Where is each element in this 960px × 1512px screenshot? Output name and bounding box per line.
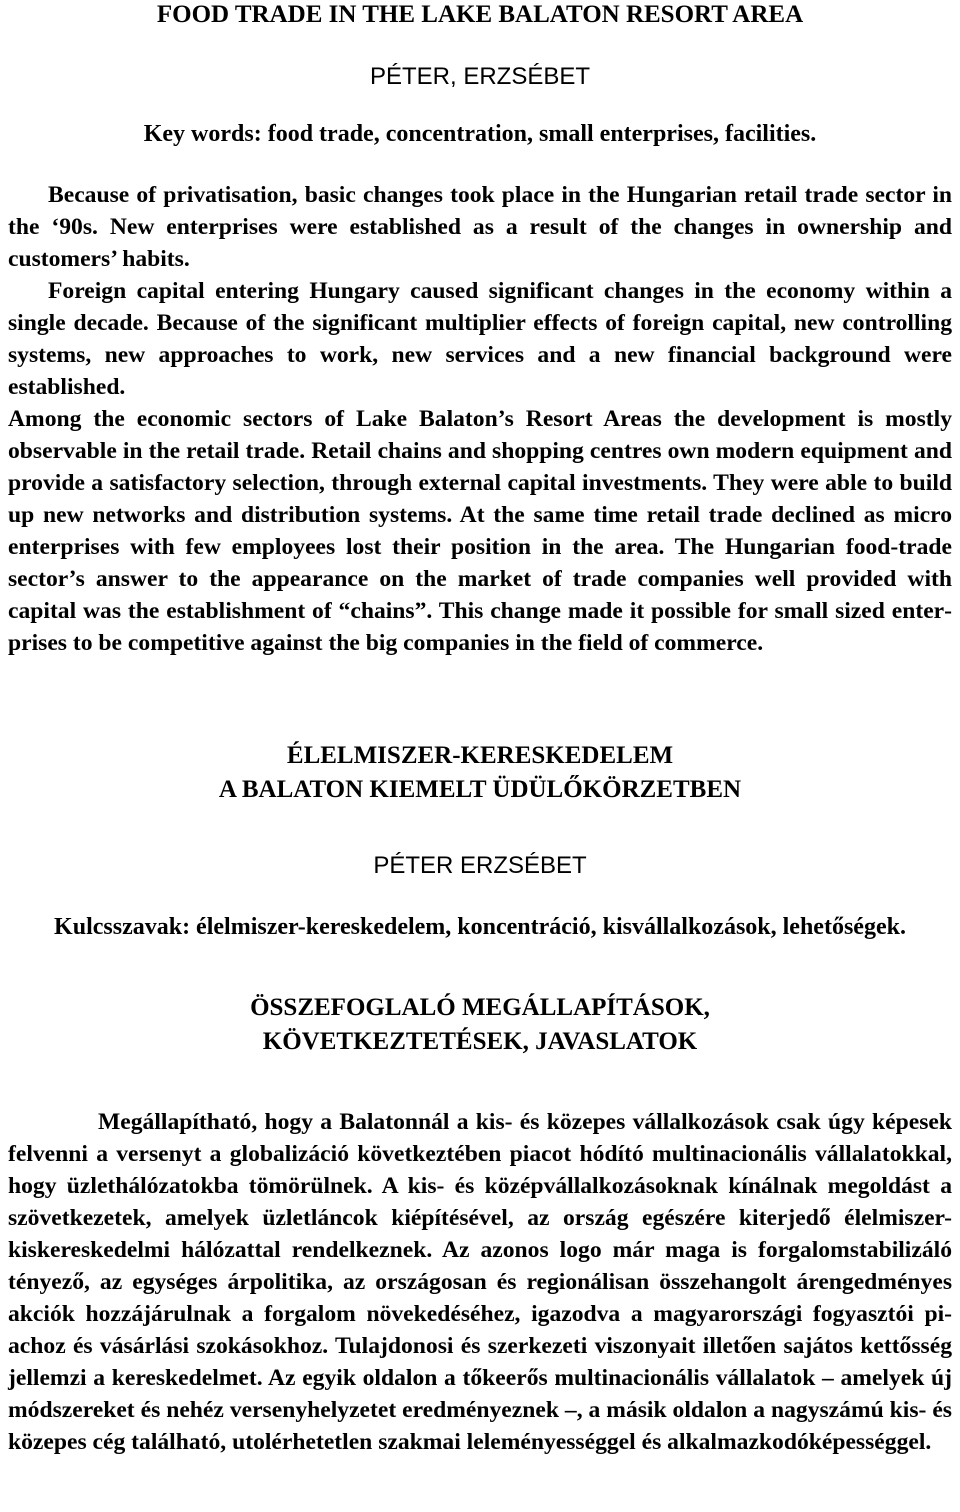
hungarian-author: PÉTER ERZSÉBET xyxy=(373,852,587,879)
english-abstract xyxy=(6,179,954,659)
english-keywords: Key words: food trade, concentration, small enterprises, facilities. xyxy=(143,121,817,147)
hungarian-keywords: Kulcsszavak: élelmiszer-kereskedelem, koncentráció, kisvállalkozások, lehetőségek. xyxy=(54,914,906,940)
english-title: FOOD TRADE IN THE LAKE BALATON RESORT AREA xyxy=(156,1,804,28)
hungarian-body: Megállapítható, hogy a Balatonnál a kis- és közepes vállalkozások csak úgy képesek felvenni a versenyt a globalizáció következtében piacot hódító multinacionális vállalatokkal, hogy üzlethálózatokba tömörülnek. A kis- és középvállalkozásoknak kínálnak megoldást a szövetkezetek, amelyek üzletláncok kiépítésével, az ország egészére kiterjedő élelmiszer-kiskereskedelmi hálózattal rendelkeznek. Az azonos logo már maga is forgalomstabilizáló tényező, az egységes árpolitika, az országosan és regionálisan összehangolt árengedményes akciók hozzájárulnak a forgalom növekedéséhez, igazodva a magyarországi fogyasztói piachoz és vásárlási szokásokhoz. Tulajdonosi és szerkezeti viszonyait illetően sajátos kettősség jellemzi a kereskedelmet. Az egyik oldalon a tőkeerős multinacionális vállalatok – amelyek új módszereket és nehéz versenyhelyzetet eredményeznek –, a másik oldalon a nagyszámú kis- és közepes cég található, utolérhetetlen szakmai leleményességgel és alkalmazkodóképességgel. xyxy=(8,1109,952,1455)
section-heading-line-2: KÖVETKEZTETÉSEK, JAVASLATOK xyxy=(262,1028,698,1055)
section-heading-line-1: ÖSSZEFOGLALÓ MEGÁLLAPÍTÁSOK, xyxy=(250,994,710,1021)
english-paragraph-2: Foreign capital entering Hungary caused significant changes in the economy within a single decade. Because of the significant multiplier effects of foreign capital, new controlling systems, new approaches to work, new services and a new financial background were established. xyxy=(8,278,952,400)
english-author: PÉTER, ERZSÉBET xyxy=(369,63,591,90)
hungarian-title-line-2: A BALATON KIEMELT ÜDÜLŐKÖRZETBEN xyxy=(218,776,742,803)
section-heading xyxy=(6,991,954,1059)
hungarian-title xyxy=(6,739,954,807)
english-paragraph-1: Because of privatisation, basic changes took place in the Hungarian retail trade sector in the ‘90s. New enterprises were established as a result of the changes in ownership and customers’ habits. xyxy=(8,182,952,272)
hungarian-title-line-1: ÉLELMISZER-KERESKEDELEM xyxy=(286,742,674,769)
english-paragraph-3: Among the economic sectors of Lake Balaton’s Resort Areas the development is mostly observable in the retail trade. Retail chains and shopping centres own modern equipment and provide a satisfactory selection, through external capital investments. They were able to build up new networks and distribution systems. At the same time retail trade declined as micro enterprises with few employees lost their position in the area. The Hungarian food-trade sector’s answer to the appearance on the market of trade companies well provided with capital was the establishment of “chains”. This change made it possible for small sized enterprises to be competitive against the big companies in the field of commerce. xyxy=(8,406,952,656)
